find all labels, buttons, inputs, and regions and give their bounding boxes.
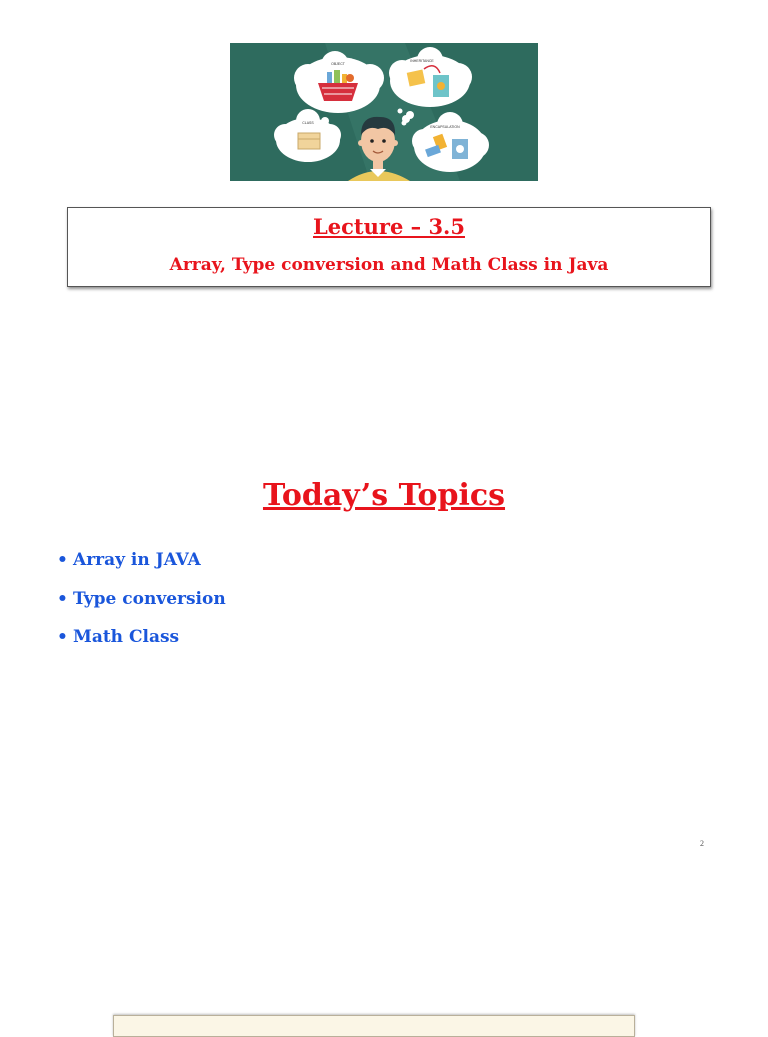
- bubble-label-object: OBJECT: [331, 62, 345, 66]
- lecture-title-box: [67, 207, 711, 287]
- bubble-label-inheritance: INHERITANCE: [410, 59, 434, 63]
- page-number: 2: [700, 839, 704, 848]
- bubble-label-class: CLASS: [302, 121, 314, 125]
- topic-label-array: Array in JAVA: [73, 550, 201, 570]
- topic-label-math-class: Math Class: [73, 627, 180, 647]
- topics-list: [57, 546, 226, 662]
- bubble-label-encapsulation: ENCAPSULATION: [430, 125, 460, 129]
- lecture-banner-illustration: [230, 43, 538, 181]
- list-item: [57, 585, 226, 624]
- list-item: [57, 546, 226, 585]
- list-item: [57, 623, 226, 662]
- topics-heading: Today’s Topics: [262, 478, 506, 513]
- next-slide-edge: [113, 1015, 635, 1037]
- topic-label-type-conversion: Type conversion: [73, 588, 226, 609]
- banner-artwork: [230, 43, 538, 181]
- bullet-icon: •: [57, 550, 68, 570]
- bullet-icon: •: [57, 588, 68, 609]
- lecture-number: Lecture – 3.5: [313, 214, 465, 239]
- bullet-icon: •: [57, 627, 68, 647]
- lecture-subtitle: Array, Type conversion and Math Class in Java: [169, 255, 609, 275]
